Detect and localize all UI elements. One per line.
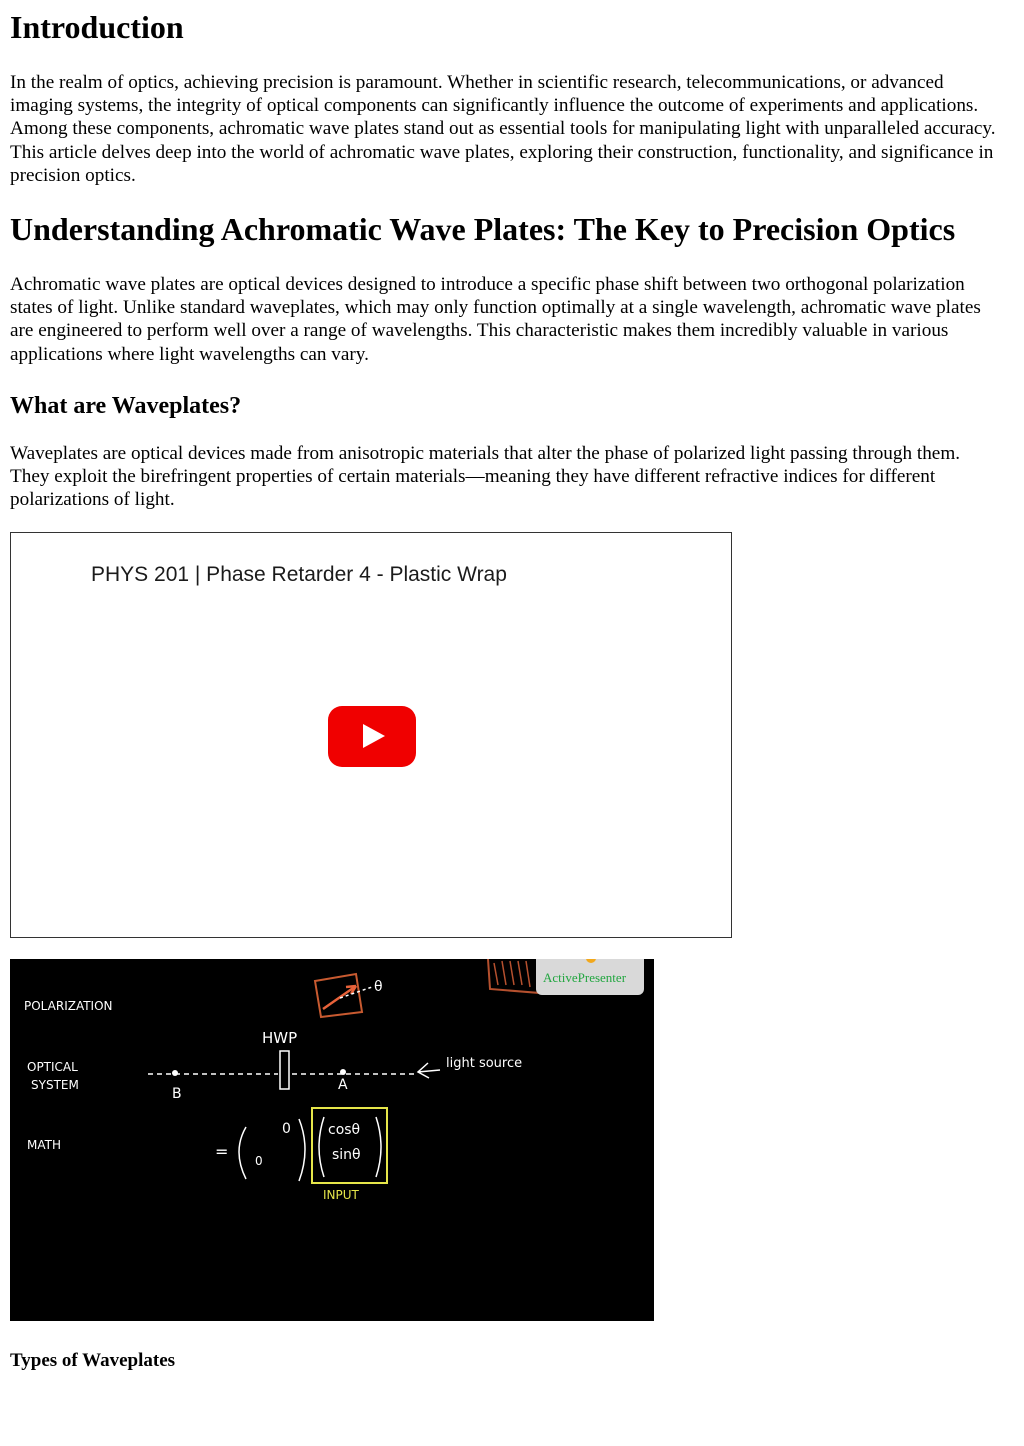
heading-understanding: Understanding Achromatic Wave Plates: The Key to Precision Optics (10, 211, 956, 247)
matrix-right-paren (299, 1119, 305, 1181)
label-light-source: light source (446, 1056, 523, 1071)
youtube-play-icon[interactable] (328, 706, 416, 767)
label-point-b: B (172, 1086, 182, 1102)
polarization-box (315, 974, 362, 1017)
video-embed[interactable] (10, 532, 732, 938)
light-arrow-line (418, 1070, 440, 1072)
lecture-blackboard-image (10, 959, 654, 1321)
label-point-a: A (338, 1077, 348, 1093)
point-b-dot (172, 1070, 178, 1076)
vector-right-paren (376, 1117, 381, 1177)
label-input: INPUT (323, 1188, 359, 1202)
play-triangle-icon (363, 724, 385, 748)
polarization-arrow (323, 986, 356, 1009)
video-title[interactable]: PHYS 201 | Phase Retarder 4 - Plastic Wrap (91, 563, 507, 586)
label-math: MATH (27, 1138, 61, 1152)
label-system: SYSTEM (31, 1078, 79, 1092)
activepresenter-label: ActivePresenter (543, 970, 627, 985)
hwp-plate (280, 1051, 289, 1089)
vector-cos: cosθ (328, 1122, 361, 1138)
vector-sin: sinθ (332, 1147, 361, 1163)
theta-label: θ (374, 979, 383, 995)
label-hwp: HWP (262, 1029, 298, 1047)
sketch-hatch (494, 961, 530, 987)
label-polarization: POLARIZATION (24, 999, 113, 1013)
matrix-zero-top: 0 (282, 1121, 291, 1137)
heading-what-are-waveplates: What are Waveplates? (10, 393, 242, 419)
paragraph-understanding: Achromatic wave plates are optical devices designed to introduce a specific phase shift between two orthogonal polarization states of light. Unlike standard waveplates, which may only function optimally at a single wavelength, achromatic wave plates are engineered to perform well over a range of wavelengths. This characteristic makes them incredibly valuable in various applications where light wavelengths can vary. (10, 274, 981, 365)
equals-sign: = (215, 1142, 229, 1161)
point-a-dot (340, 1069, 346, 1075)
paragraph-introduction: In the realm of optics, achieving precision is paramount. Whether in scientific research, telecommunications, or advanced imaging systems, the integrity of optical components can significantly influence the outcome of experiments and applications. Among these components, achromatic wave plates stand out as essential tools for manipulating light with unparalleled accuracy. This article delves deep into the world of achromatic wave plates, exploring their construction, functionality, and significance in precision optics. (10, 72, 996, 186)
vector-left-paren (319, 1117, 324, 1177)
heading-introduction: Introduction (10, 9, 184, 45)
heading-types-of-waveplates: Types of Waveplates (10, 1350, 176, 1371)
activepresenter-watermark (536, 959, 644, 995)
blackboard-drawing (10, 959, 654, 1321)
label-optical: OPTICAL (27, 1060, 78, 1074)
activepresenter-logo-icon (586, 959, 596, 963)
matrix-zero-bottom: 0 (255, 1154, 263, 1168)
matrix-left-paren (239, 1127, 246, 1179)
paragraph-what-are-waveplates: Waveplates are optical devices made from anisotropic materials that alter the phase of polarized light passing through them. They exploit the birefringent properties of certain materials—meaning they have different refractive indices for different polarizations of light. (10, 443, 961, 511)
